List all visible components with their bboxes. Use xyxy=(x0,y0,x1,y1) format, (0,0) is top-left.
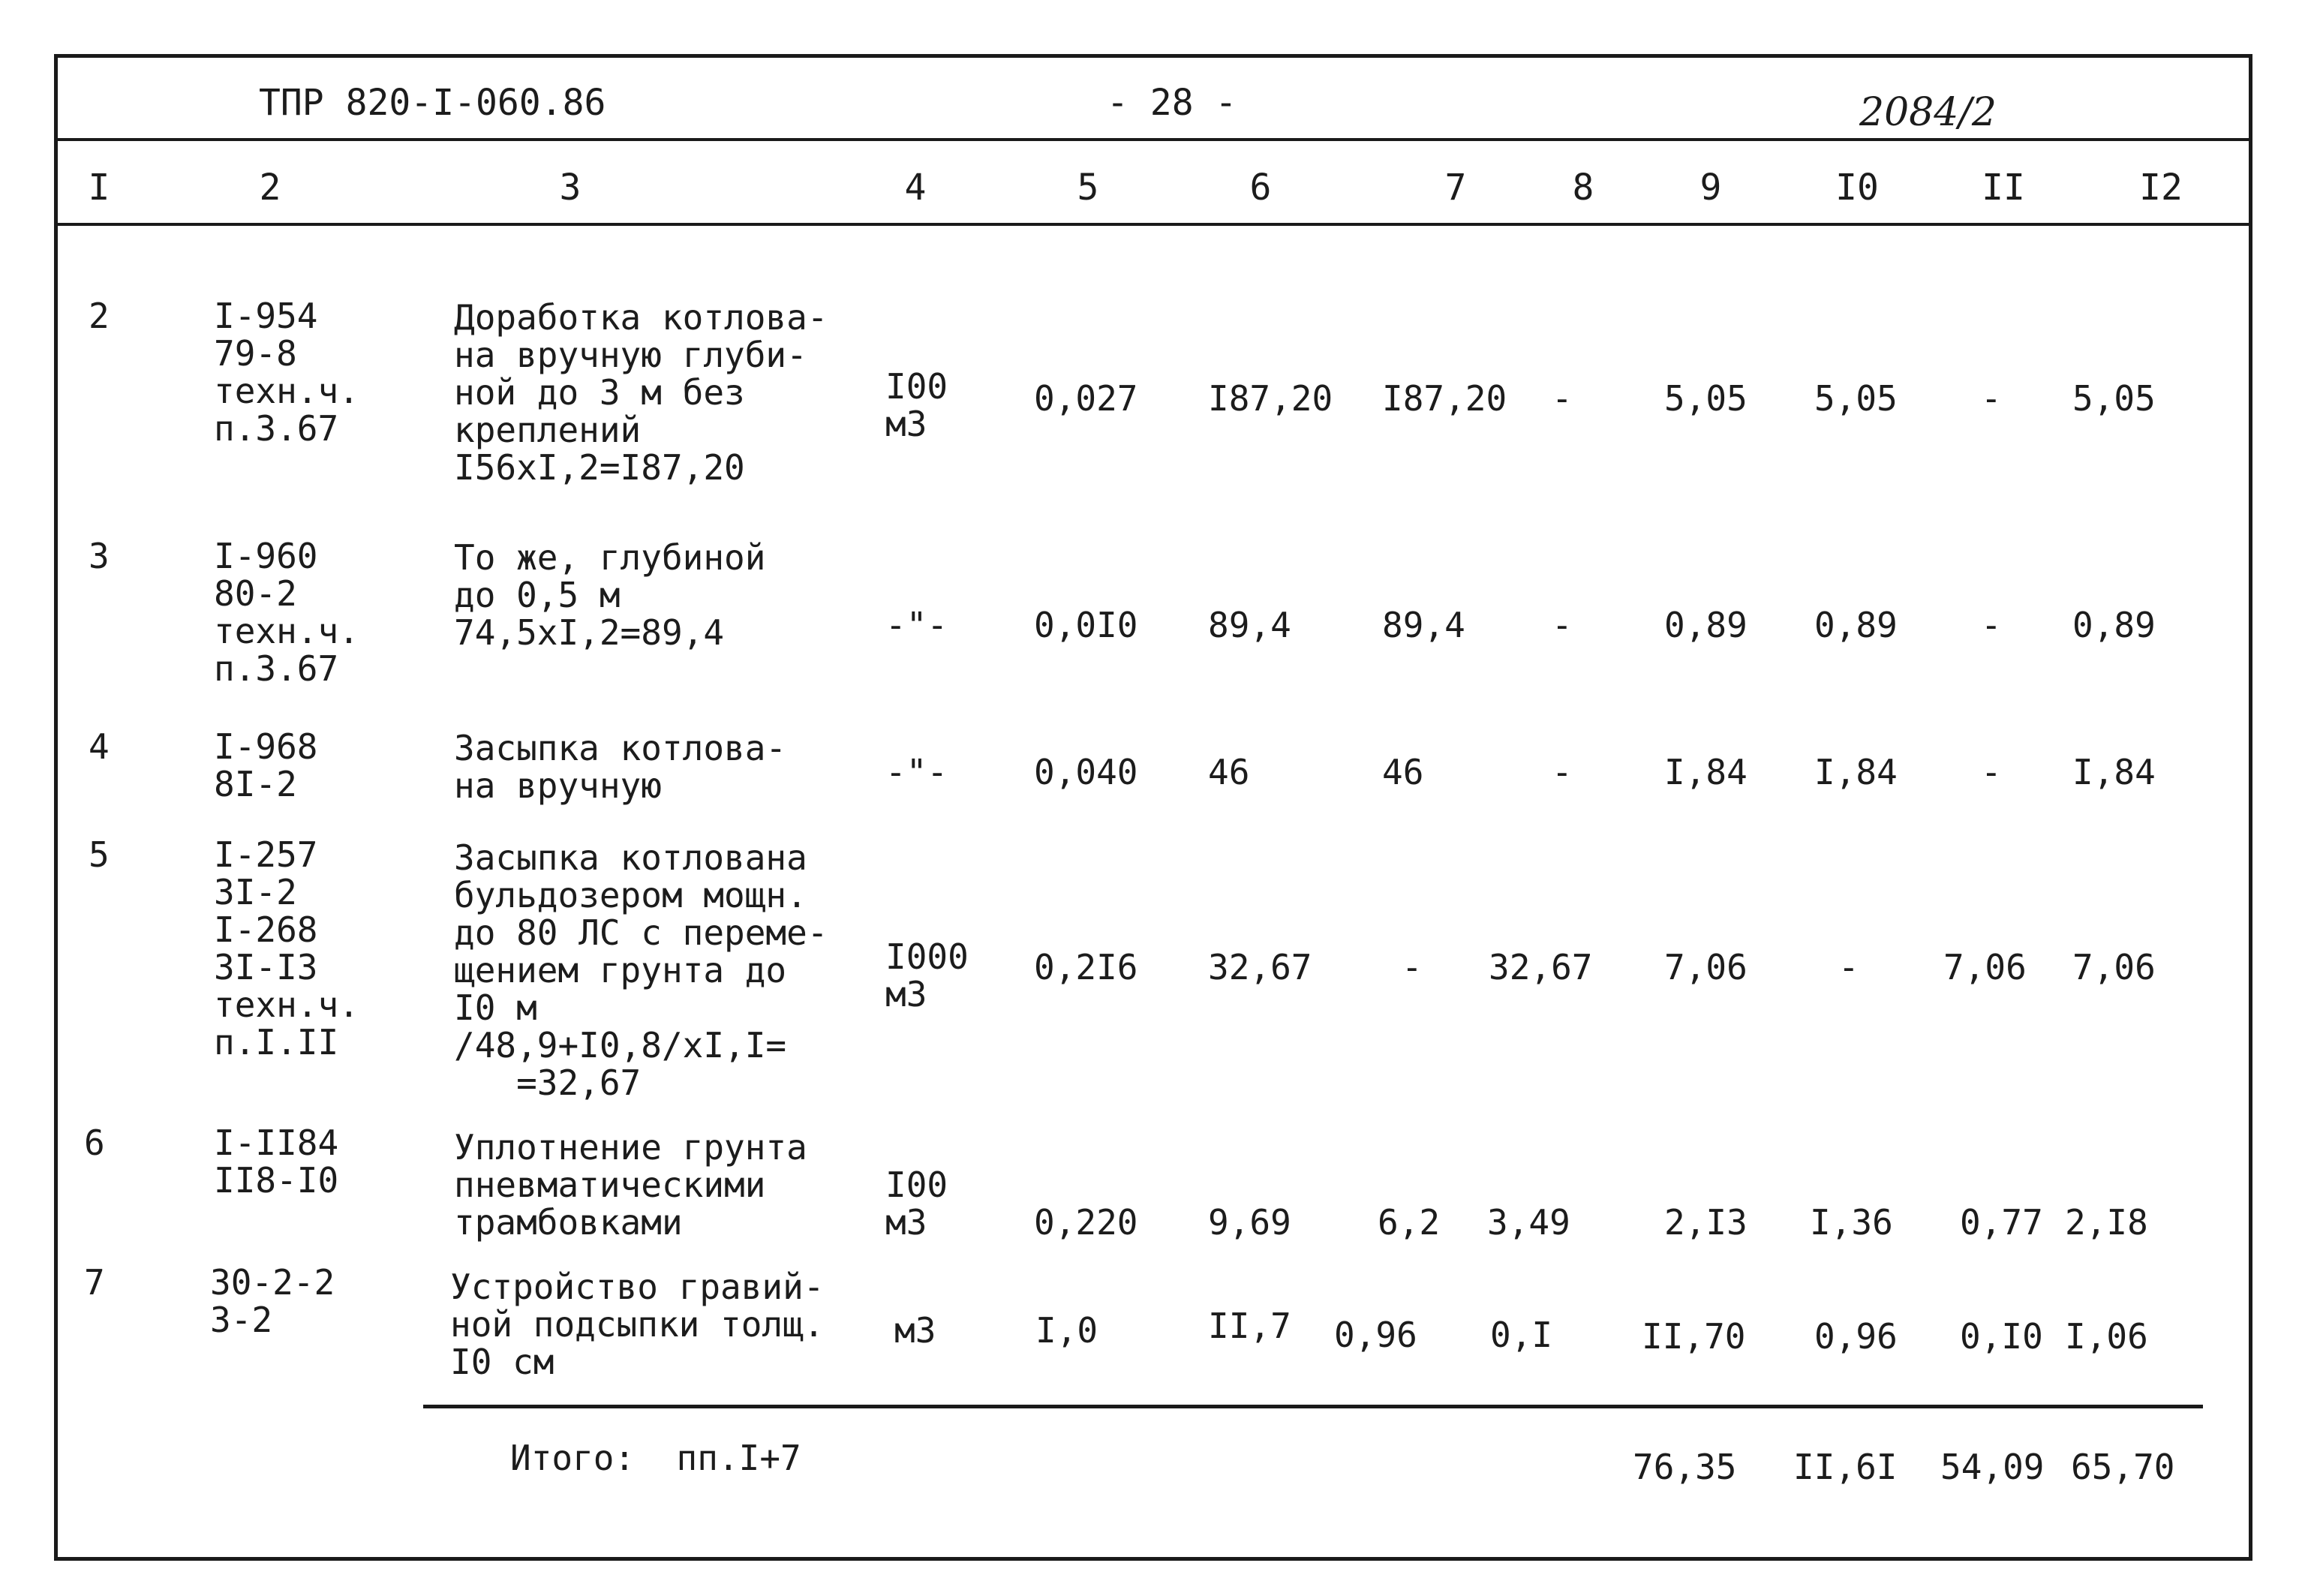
value-col5: 0,040 xyxy=(1034,752,1138,792)
value-col10: 5,05 xyxy=(1814,378,1898,419)
row-number: 3 xyxy=(89,536,110,576)
value-col5: 0,220 xyxy=(1034,1202,1138,1243)
column-header-divider xyxy=(58,223,2249,226)
value-col5: 0,2I6 xyxy=(1034,947,1138,987)
value-col9: 7,06 xyxy=(1664,947,1748,987)
row-number: 4 xyxy=(89,726,110,767)
value-col10: 0,89 xyxy=(1814,605,1898,645)
value-col6: 9,69 xyxy=(1208,1202,1291,1243)
col-header-3: 3 xyxy=(559,167,582,209)
value-col9: I,84 xyxy=(1664,752,1748,792)
value-col8: - xyxy=(1552,752,1573,792)
value-col9: 0,89 xyxy=(1664,605,1748,645)
total-col11: 54,09 xyxy=(1940,1447,2045,1487)
col-header-6: 6 xyxy=(1249,167,1272,209)
unit: I00 м3 xyxy=(885,366,948,444)
value-col6: 89,4 xyxy=(1208,605,1291,645)
value-col12: 5,05 xyxy=(2072,378,2156,419)
norm-code: 30-2-2 3-2 xyxy=(210,1262,335,1340)
value-col5: I,0 xyxy=(1035,1310,1098,1351)
norm-code: I-954 79-8 техн.ч. п.3.67 xyxy=(214,296,359,449)
total-col10: II,6I xyxy=(1793,1447,1898,1487)
col-header-2: 2 xyxy=(259,167,281,209)
value-col11: - xyxy=(1981,605,2002,645)
value-col8: - xyxy=(1552,605,1573,645)
value-col8: 0,I xyxy=(1490,1315,1553,1355)
norm-code: I-960 80-2 техн.ч. п.3.67 xyxy=(214,536,359,689)
work-description: Доработка котлова- на вручную глуби- ной до 3 м без креплений I56xI,2=I87,20 xyxy=(454,297,828,488)
work-description: Устройство гравий- ной подсыпки толщ. I0 см xyxy=(450,1267,825,1382)
unit: I00 м3 xyxy=(885,1165,948,1243)
total-col12: 65,70 xyxy=(2071,1447,2175,1487)
value-col11: 0,I0 xyxy=(1960,1316,2043,1357)
unit: I000 м3 xyxy=(885,936,969,1014)
unit: -"- xyxy=(885,752,948,792)
col-header-10: I0 xyxy=(1835,167,1879,209)
value-col11: 7,06 xyxy=(1943,947,2027,987)
value-col11: 0,77 xyxy=(1960,1202,2043,1243)
value-col5: 0,0I0 xyxy=(1034,605,1138,645)
work-description: Засыпка котлова- на вручную xyxy=(454,728,787,806)
work-description: То же, глубиной до 0,5 м 74,5xI,2=89,4 xyxy=(454,537,766,653)
value-col6: II,7 xyxy=(1208,1306,1291,1346)
row-number: 6 xyxy=(84,1123,105,1163)
value-col9: II,70 xyxy=(1642,1316,1746,1357)
col-header-7: 7 xyxy=(1444,167,1467,209)
col-header-4: 4 xyxy=(904,167,927,209)
document-frame xyxy=(54,54,2252,1561)
col-header-9: 9 xyxy=(1699,167,1722,209)
page-number: - 28 - xyxy=(1107,82,1237,124)
col-header-1: I xyxy=(88,167,110,209)
value-col10: I,84 xyxy=(1814,752,1898,792)
norm-code: I-257 3I-2 I-268 3I-I3 техн.ч. п.I.II xyxy=(214,834,359,1062)
value-col12: 2,I8 xyxy=(2065,1202,2148,1243)
col-header-8: 8 xyxy=(1572,167,1594,209)
row-number: 2 xyxy=(89,296,110,336)
total-label: Итого: пп.I+7 xyxy=(510,1438,801,1478)
doc-code: ТПР 820-I-060.86 xyxy=(259,82,606,124)
row-number: 7 xyxy=(84,1262,105,1303)
value-col11: - xyxy=(1981,378,2002,419)
value-col7: 46 xyxy=(1382,752,1424,792)
value-col12: 0,89 xyxy=(2072,605,2156,645)
work-description: Уплотнение грунта пневматическими трамбовками xyxy=(454,1127,807,1243)
handwritten-sheet-number: 2084/2 xyxy=(1859,90,1997,135)
work-description: Засыпка котлована бульдозером мощн. до 80 ЛС с переме- щением грунта до I0 м /48,9+I0,8/xI,I= =32,67 xyxy=(454,837,828,1103)
norm-code: I-II84 II8-I0 xyxy=(214,1123,339,1201)
value-col12: I,06 xyxy=(2065,1316,2148,1357)
norm-code: I-968 8I-2 xyxy=(214,726,318,804)
value-col10: 0,96 xyxy=(1814,1316,1898,1357)
value-col6: 46 xyxy=(1208,752,1250,792)
value-col8: - xyxy=(1552,378,1573,419)
header-divider xyxy=(58,138,2249,141)
col-header-11: II xyxy=(1982,167,2025,209)
value-col10: - xyxy=(1838,947,1859,987)
value-col6: I87,20 xyxy=(1208,378,1333,419)
value-col11: - xyxy=(1981,752,2002,792)
value-col7: I87,20 xyxy=(1382,378,1507,419)
row-number: 5 xyxy=(89,834,110,875)
unit: -"- xyxy=(885,605,948,645)
col-header-12: I2 xyxy=(2139,167,2183,209)
value-col10: I,36 xyxy=(1810,1202,1893,1243)
col-header-5: 5 xyxy=(1077,167,1099,209)
value-col8: 3,49 xyxy=(1487,1202,1570,1243)
value-col6: 32,67 xyxy=(1208,947,1312,987)
value-col12: 7,06 xyxy=(2072,947,2156,987)
value-col7: 0,96 xyxy=(1334,1315,1417,1355)
value-col7: 89,4 xyxy=(1382,605,1465,645)
value-col9: 2,I3 xyxy=(1664,1202,1748,1243)
total-divider xyxy=(423,1405,2203,1408)
value-col9: 5,05 xyxy=(1664,378,1748,419)
value-col7: 6,2 xyxy=(1378,1202,1441,1243)
value-col5: 0,027 xyxy=(1034,378,1138,419)
value-col7: - xyxy=(1402,947,1423,987)
unit: м3 xyxy=(894,1310,936,1351)
total-col9: 76,35 xyxy=(1633,1447,1737,1487)
value-col12: I,84 xyxy=(2072,752,2156,792)
value-col8: 32,67 xyxy=(1489,947,1593,987)
